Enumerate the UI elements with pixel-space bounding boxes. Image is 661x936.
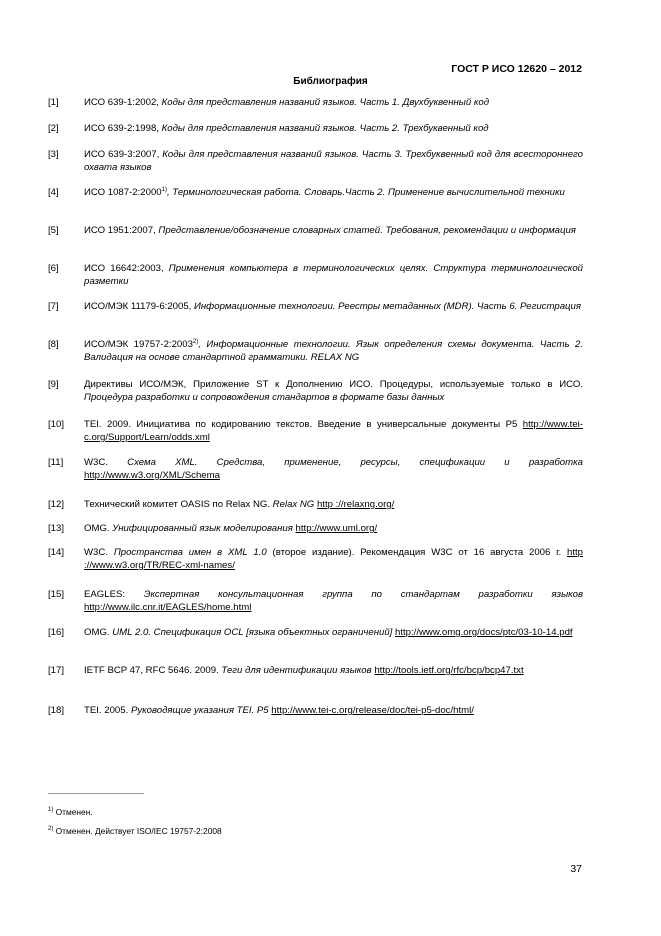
reference-number: [17] — [48, 665, 65, 676]
reference-prefix: ИСО/МЭК 11179-6:2005, — [84, 301, 195, 312]
reference-link[interactable]: http://www.tei-c.org/Support/Learn/odds.xml — [84, 419, 583, 443]
reference-link[interactable]: http://www.uml.org/ — [295, 523, 378, 534]
reference-number: [1] — [48, 97, 59, 108]
reference-title: Экспертная консультационная группа по стандартам разработки языков — [143, 589, 583, 600]
reference-prefix: ИСО 639-2:1998, — [84, 123, 162, 134]
reference-title: Представление/обозначение словарных статей. Требования, рекомендации и информация — [158, 225, 576, 236]
reference-item — [48, 418, 583, 444]
reference-number: [14] — [48, 547, 65, 558]
reference-text — [84, 262, 583, 288]
reference-number: [15] — [48, 589, 65, 600]
reference-title: Коды для представления названий языков. Часть 3. Трехбуквенный код для всестороннего охвата языков — [84, 149, 583, 173]
reference-prefix: Технический комитет OASIS по Relax NG. — [84, 499, 273, 510]
reference-prefix: TEI. 2009. Инициатива по кодированию текстов. Введение в универсальные документы P5 — [84, 419, 523, 430]
reference-number: [3] — [48, 149, 59, 160]
reference-number: [9] — [48, 379, 59, 390]
reference-number: [4] — [48, 187, 59, 198]
reference-prefix: EAGLES: — [84, 589, 144, 600]
reference-prefix: Директивы ИСО/МЭК, Приложение ST к Дополнению ИСО. Процедуры, используемые только в ИСО. — [84, 379, 583, 390]
reference-prefix: ИСО 16642:2003, — [84, 263, 169, 274]
reference-text — [84, 664, 583, 677]
reference-item — [48, 186, 583, 199]
reference-title: Схема XML. Средства, применение, ресурсы, спецификации и разработка — [127, 457, 583, 468]
reference-text — [84, 418, 583, 444]
reference-text — [84, 186, 583, 199]
reference-number: [16] — [48, 627, 65, 638]
reference-prefix: W3C. — [84, 547, 114, 558]
reference-link[interactable]: http://www.tei-c.org/release/doc/tei-p5-doc/html/ — [271, 705, 474, 716]
reference-number: [7] — [48, 301, 59, 312]
reference-prefix: OMG. — [84, 523, 113, 534]
reference-title: UML 2.0. Спецификация OCL [языка объектных ограничений] — [112, 627, 393, 638]
reference-item — [48, 338, 583, 364]
reference-item — [48, 456, 583, 482]
reference-text — [84, 522, 583, 535]
reference-item — [48, 378, 583, 404]
reference-text — [84, 224, 583, 237]
reference-link[interactable]: http://www.ilc.cnr.it/EAGLES/home.html — [84, 602, 252, 613]
reference-item — [48, 704, 583, 717]
reference-number: [10] — [48, 419, 65, 430]
footnote-2 — [48, 826, 222, 836]
footnote-divider — [48, 793, 144, 794]
reference-text — [84, 546, 583, 572]
document-header: ГОСТ Р ИСО 12620 – 2012 — [451, 63, 582, 75]
reference-prefix: W3C. — [84, 457, 128, 468]
reference-text — [84, 122, 583, 135]
reference-prefix: IETF BCP 47, RFC 5646. 2009. — [84, 665, 222, 676]
footnote-text: Отменен. — [53, 807, 93, 817]
reference-text — [84, 148, 583, 174]
reference-title: Унифицированный язык моделирования — [112, 523, 293, 534]
reference-title: , Терминологическая работа. Словарь.Часть 2. Применение вычислительной техники — [166, 187, 565, 198]
reference-prefix: ИСО 639-1:2002, — [84, 97, 162, 108]
reference-item — [48, 522, 583, 535]
reference-item — [48, 96, 583, 109]
reference-title: Коды для представления названий языков. Часть 1. Двухбуквенный код — [161, 97, 490, 108]
reference-number: [12] — [48, 499, 65, 510]
reference-title: Информационные технологии. Реестры метаданных (MDR). Часть 6. Регистрация — [194, 301, 581, 312]
reference-title: Пространства имен в XML 1.0 — [113, 547, 267, 558]
reference-suffix: (второе издание). Рекомендация W3C от 16 августа 2006 г. — [266, 547, 567, 558]
reference-text — [84, 588, 583, 614]
reference-prefix: ИСО/МЭК 19757-2:2003 — [84, 339, 193, 350]
reference-text — [84, 626, 583, 639]
footnote-mark: 1) — [48, 807, 54, 814]
reference-number: [5] — [48, 225, 59, 236]
reference-item — [48, 224, 583, 237]
reference-prefix: OMG. — [84, 627, 113, 638]
reference-title: Применения компьютера в терминологических целях. Структура терминологической разметки — [84, 263, 583, 287]
reference-item — [48, 122, 583, 135]
reference-item — [48, 664, 583, 677]
footnote-text: Отменен. Действует ISO/IEC 19757-2:2008 — [53, 826, 222, 836]
reference-title: Коды для представления названий языков. Часть 2. Трехбуквенный код — [161, 123, 489, 134]
reference-number: [6] — [48, 263, 59, 274]
reference-number: [11] — [48, 457, 64, 468]
reference-text — [84, 704, 583, 717]
reference-link[interactable]: http://www.omg.org/docs/ptc/03-10-14.pdf — [395, 627, 573, 638]
reference-item — [48, 626, 583, 639]
reference-item — [48, 588, 583, 614]
reference-link[interactable]: http ://www.w3.org/TR/REC-xml-names/ — [84, 547, 584, 571]
reference-item — [48, 148, 583, 174]
reference-text — [84, 96, 583, 109]
reference-text — [84, 498, 583, 511]
reference-text — [84, 456, 583, 482]
reference-number: [2] — [48, 123, 59, 134]
reference-number: [18] — [48, 705, 65, 716]
bibliography-title: Библиография — [293, 76, 368, 87]
footnote-ref: 1) — [161, 186, 167, 193]
reference-title: Руководящие указания TEI. P5 — [130, 705, 269, 716]
reference-link[interactable]: http://www.w3.org/XML/Schema — [84, 470, 220, 481]
reference-title: Relax NG — [272, 499, 315, 510]
reference-title: , Информационные технологии. Язык определения схемы документа. Часть 2. Валидация на основе стандартной грамматики. RELAX NG — [84, 339, 583, 363]
reference-link[interactable]: http ://relaxng.org/ — [316, 499, 395, 510]
reference-text — [84, 300, 583, 313]
reference-title: Теги для идентификации языков — [221, 665, 372, 676]
reference-prefix: ИСО 1951:2007, — [84, 225, 159, 236]
reference-prefix: TEI. 2005. — [84, 705, 131, 716]
reference-text — [84, 378, 583, 404]
footnote-mark: 2) — [48, 826, 54, 833]
reference-item — [48, 546, 583, 572]
reference-number: [13] — [48, 523, 65, 534]
reference-number: [8] — [48, 339, 59, 350]
page-number: 37 — [570, 863, 582, 875]
reference-title: Процедура разработки и сопровождения стандартов в формате базы данных — [84, 392, 445, 403]
reference-link[interactable]: http://tools.ietf.org/rfc/bcp/bcp47.txt — [374, 665, 524, 676]
reference-item — [48, 262, 583, 288]
reference-prefix: ИСО 1087-2:2000 — [84, 187, 162, 198]
reference-item — [48, 498, 583, 511]
reference-item — [48, 300, 583, 313]
footnote-ref: 2) — [192, 338, 199, 345]
footnote-1 — [48, 807, 93, 817]
reference-text — [84, 338, 583, 364]
reference-prefix: ИСО 639-3:2007, — [84, 149, 163, 160]
